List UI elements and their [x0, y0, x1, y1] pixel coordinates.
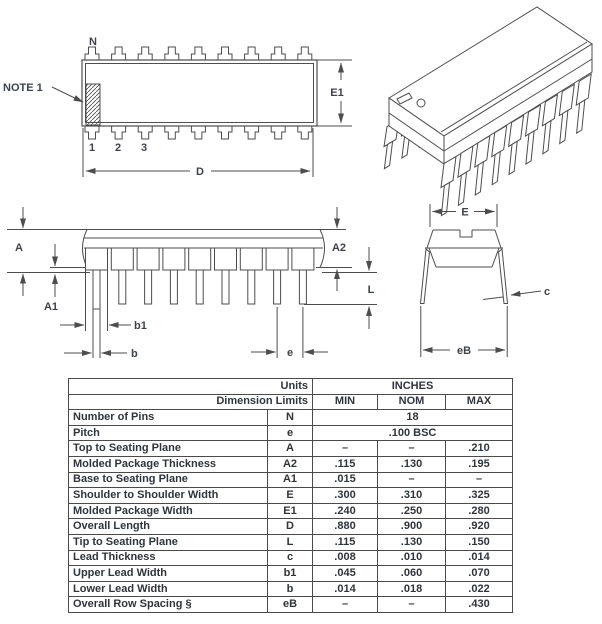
iso-lead-lower	[475, 162, 483, 195]
row-min-cell: .115	[313, 456, 378, 472]
units-label-cell: Units	[69, 379, 313, 395]
row-symbol-cell: A	[268, 441, 313, 457]
top-view-drawing	[3, 36, 352, 178]
max-header-cell: MAX	[446, 394, 513, 410]
table-row	[69, 394, 513, 410]
row-label-cell: Shoulder to Shoulder Width	[69, 488, 268, 504]
min-header-cell: MIN	[313, 394, 378, 410]
row-min-cell: –	[313, 597, 378, 613]
row-min-cell: .014	[313, 581, 378, 597]
top-pin	[85, 47, 99, 60]
row-min-cell: .300	[313, 488, 378, 504]
row-value-cell: 18	[313, 410, 513, 426]
row-nom-cell: .010	[378, 550, 446, 566]
row-nom-cell: .018	[378, 581, 446, 597]
row-value-cell: .100 BSC	[313, 425, 513, 441]
bottom-pin	[112, 126, 126, 139]
right-lead	[499, 249, 508, 304]
iso-lead-lower	[526, 131, 534, 164]
body-side-edge	[495, 230, 501, 248]
row-symbol-cell: A2	[268, 456, 313, 472]
row-max-cell: –	[446, 472, 513, 488]
row-label-cell: Base to Seating Plane	[69, 472, 268, 488]
top-pin	[271, 47, 285, 60]
iso-lead-lower	[441, 182, 449, 215]
dim-label-d: D	[196, 166, 204, 178]
row-symbol-cell: N	[268, 410, 313, 426]
row-max-cell: .195	[446, 456, 513, 472]
iso-view-drawing	[384, 7, 592, 216]
row-max-cell: .150	[446, 534, 513, 550]
row-max-cell: .022	[446, 581, 513, 597]
table-row	[69, 488, 513, 504]
row-symbol-cell: c	[268, 550, 313, 566]
table-row	[69, 441, 513, 457]
lead-lower	[93, 270, 100, 309]
row-label-cell: Number of Pins	[69, 410, 268, 426]
row-label-cell: Lead Thickness	[69, 550, 268, 566]
row-max-cell: .280	[446, 503, 513, 519]
row-min-cell: .115	[313, 534, 378, 550]
pin-count-label: N	[89, 36, 97, 48]
bottom-pin	[245, 126, 259, 139]
top-pin	[165, 47, 179, 60]
top-pin	[191, 47, 205, 60]
dimension-limits-cell: Dimension Limits	[69, 394, 313, 410]
iso-lead-lower	[492, 152, 500, 185]
iso-lead-lower	[560, 110, 568, 143]
lead-lower	[119, 270, 126, 304]
lead-upper	[189, 248, 211, 270]
dim-label-b: b	[131, 348, 138, 360]
table-row	[69, 410, 513, 426]
bottom-pin	[298, 126, 312, 139]
row-symbol-cell: A1	[268, 472, 313, 488]
left-lead	[421, 249, 430, 304]
top-pin	[112, 47, 126, 60]
lead-upper	[137, 248, 159, 270]
row-max-cell: .070	[446, 566, 513, 582]
units-value-cell: INCHES	[313, 379, 513, 395]
row-symbol-cell: b	[268, 581, 313, 597]
lead-lower	[222, 270, 229, 304]
row-label-cell: Overall Row Spacing §	[69, 597, 268, 613]
lead-lower	[299, 270, 306, 304]
bottom-pin	[218, 126, 232, 139]
lead-upper	[240, 248, 262, 270]
package-body-outline	[82, 60, 317, 126]
top-pin	[138, 47, 152, 60]
row-min-cell: –	[313, 441, 378, 457]
row-min-cell: .015	[313, 472, 378, 488]
pin-number-1: 1	[88, 142, 96, 154]
row-nom-cell: .250	[378, 503, 446, 519]
row-max-cell: .920	[446, 519, 513, 535]
row-label-cell: Pitch	[69, 425, 268, 441]
row-label-cell: Upper Lead Width	[69, 566, 268, 582]
row-symbol-cell: e	[268, 425, 313, 441]
lead-upper	[86, 248, 108, 270]
row-nom-cell: .130	[378, 456, 446, 472]
lead-lower	[145, 270, 152, 304]
top-pin	[298, 47, 312, 60]
body-side-edge	[427, 230, 433, 248]
note-leader-line	[52, 87, 83, 102]
iso-lead-lower	[577, 100, 585, 133]
row-nom-cell: .900	[378, 519, 446, 535]
row-max-cell: .014	[446, 550, 513, 566]
table-row	[69, 597, 513, 613]
top-pin	[218, 47, 232, 60]
row-label-cell: Molded Package Width	[69, 503, 268, 519]
lead-upper	[111, 248, 133, 270]
index-notch	[460, 230, 472, 237]
lead-lower	[274, 270, 281, 304]
row-max-cell: .430	[446, 597, 513, 613]
top-pin	[245, 47, 259, 60]
lead-lower	[196, 270, 203, 304]
bottom-pin	[191, 126, 205, 139]
row-label-cell: Top to Seating Plane	[69, 441, 268, 457]
row-nom-cell: .310	[378, 488, 446, 504]
bottom-pin	[85, 126, 99, 139]
row-label-cell: Molded Package Thickness	[69, 456, 268, 472]
side-view-leads	[86, 248, 314, 309]
dim-label-a: A	[15, 242, 23, 254]
top-view-pins	[85, 47, 312, 139]
table-row	[69, 472, 513, 488]
lead-upper	[215, 248, 237, 270]
row-nom-cell: –	[378, 597, 446, 613]
pin-number-2: 2	[114, 142, 122, 154]
lead-thickness-tick	[483, 297, 503, 300]
pin-number-3: 3	[140, 142, 148, 154]
lead-lower	[170, 270, 177, 304]
body-lower-edge	[492, 248, 499, 267]
row-max-cell: .210	[446, 441, 513, 457]
lead-thickness-leader	[511, 291, 541, 295]
body-lower-edge	[429, 248, 436, 267]
row-nom-cell: –	[378, 472, 446, 488]
dim-label-c: c	[544, 286, 551, 298]
package-body-inner-outline	[86, 64, 314, 123]
row-symbol-cell: E	[268, 488, 313, 504]
table-row	[69, 534, 513, 550]
table-row	[69, 379, 513, 395]
dim-label-e1: E1	[330, 87, 344, 99]
row-label-cell: Lower Lead Width	[69, 581, 268, 597]
table-row	[69, 566, 513, 582]
end-view-drawing	[421, 204, 551, 357]
iso-lead-lower	[509, 141, 517, 174]
row-symbol-cell: b1	[268, 566, 313, 582]
table-row	[69, 550, 513, 566]
dim-label-a1: A1	[43, 301, 59, 313]
lead-lower	[248, 270, 255, 304]
lead-upper	[266, 248, 288, 270]
dimensions-table	[68, 378, 513, 613]
bottom-pin	[138, 126, 152, 139]
side-view-drawing	[7, 207, 377, 360]
row-nom-cell: .060	[378, 566, 446, 582]
row-label-cell: Overall Length	[69, 519, 268, 535]
dim-label-e-end: E	[461, 206, 469, 219]
iso-lead-lower	[458, 172, 466, 205]
row-symbol-cell: D	[268, 519, 313, 535]
note1-label: NOTE 1	[3, 82, 43, 94]
row-label-cell: Tip to Seating Plane	[69, 534, 268, 550]
row-symbol-cell: E1	[268, 503, 313, 519]
lead-upper	[292, 248, 314, 270]
dim-label-e: e	[286, 347, 294, 359]
row-min-cell: .008	[313, 550, 378, 566]
row-min-cell: .880	[313, 519, 378, 535]
table-row	[69, 425, 513, 441]
iso-lead-lower	[543, 121, 551, 154]
table-row	[69, 519, 513, 535]
bottom-pin	[271, 126, 285, 139]
lead-upper	[163, 248, 185, 270]
row-min-cell: .240	[313, 503, 378, 519]
row-nom-cell: .130	[378, 534, 446, 550]
row-symbol-cell: eB	[268, 597, 313, 613]
dim-label-eb: eB	[456, 345, 472, 357]
bottom-pin	[165, 126, 179, 139]
dim-label-a2: A2	[331, 242, 347, 254]
dim-label-l: L	[367, 284, 375, 296]
table-row	[69, 581, 513, 597]
row-symbol-cell: L	[268, 534, 313, 550]
table-row	[69, 456, 513, 472]
row-min-cell: .045	[313, 566, 378, 582]
row-max-cell: .325	[446, 488, 513, 504]
row-nom-cell: –	[378, 441, 446, 457]
table-row	[69, 503, 513, 519]
dim-label-b1: b1	[134, 320, 147, 332]
nom-header-cell: NOM	[378, 394, 446, 410]
pin1-hatch-marker	[86, 84, 100, 125]
dimensions-table-container	[68, 378, 513, 613]
